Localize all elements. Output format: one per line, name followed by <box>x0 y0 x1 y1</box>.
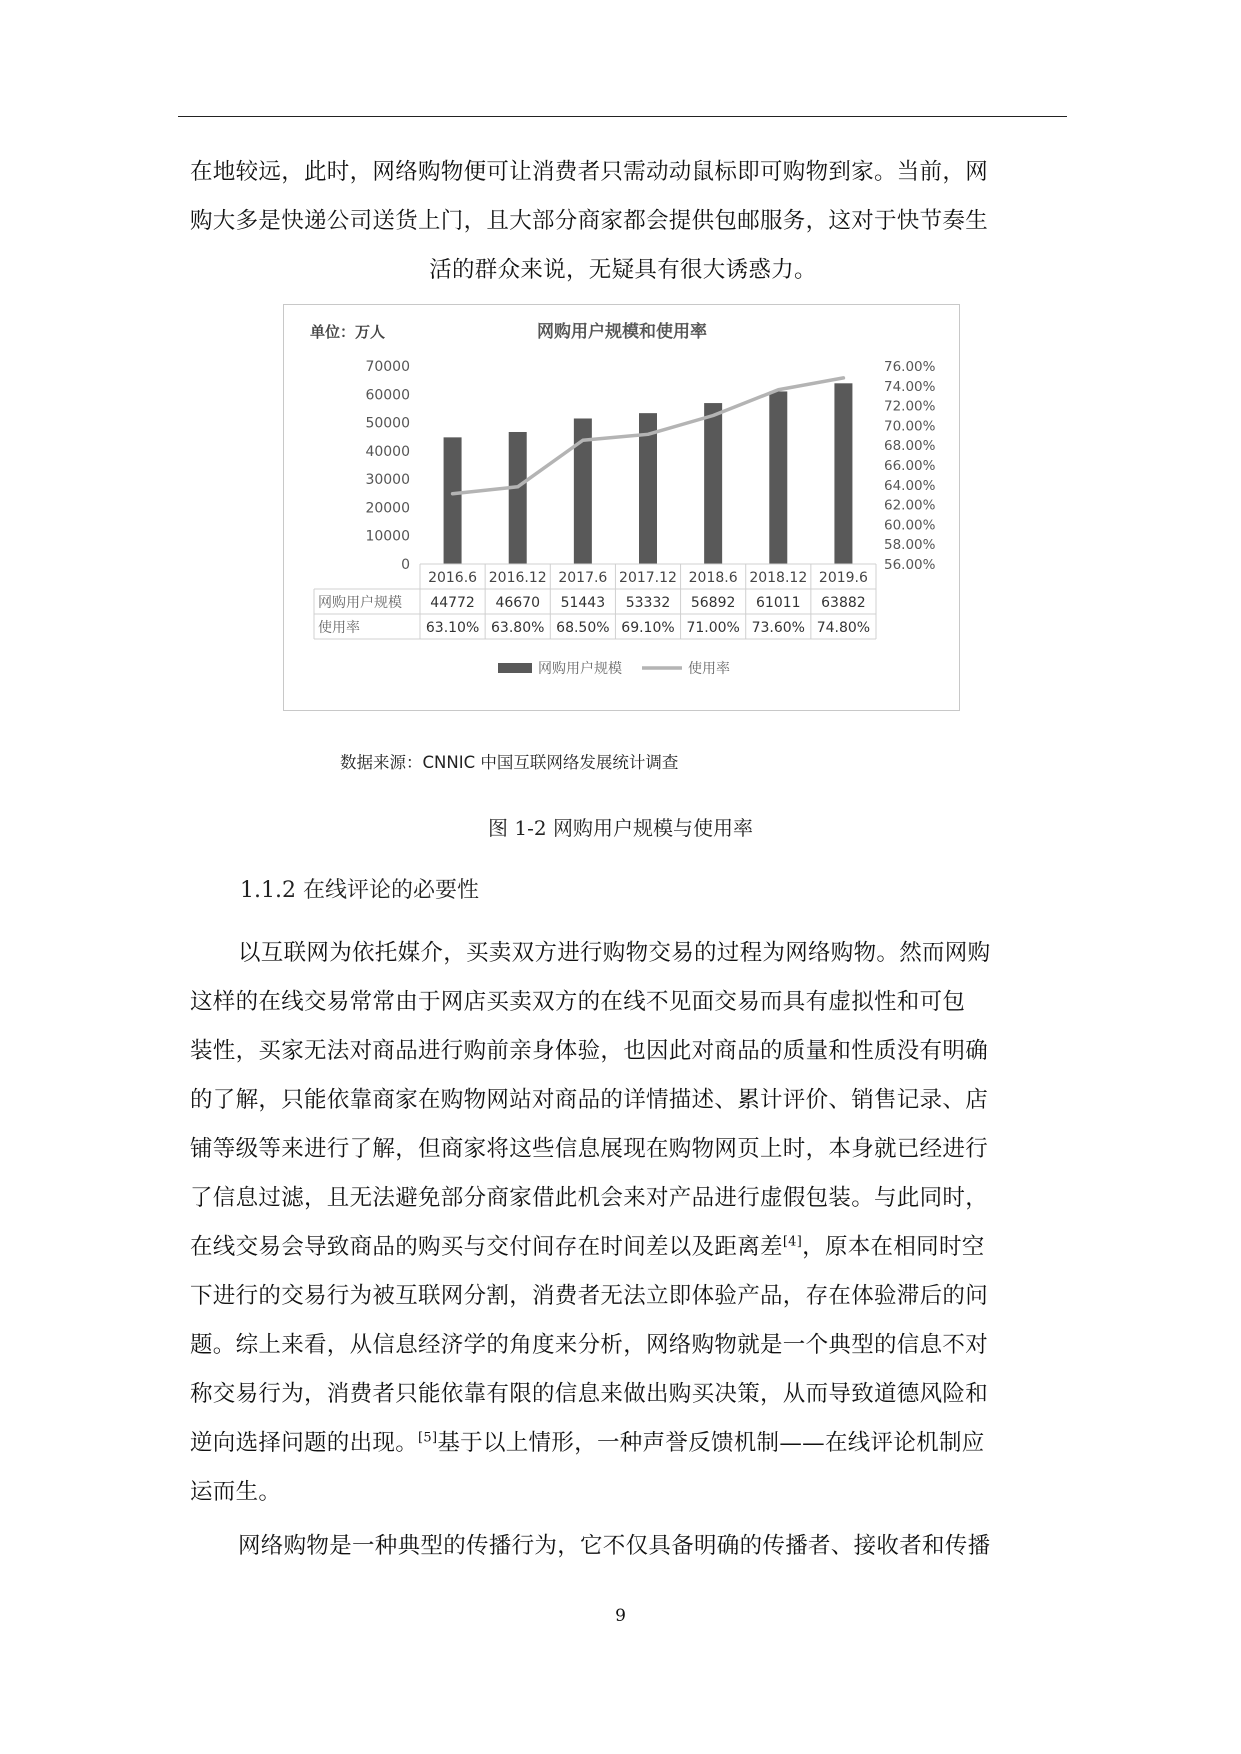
text-segment: ，原本在相同时空 <box>802 1234 985 1260</box>
table-value: 51443 <box>560 595 606 611</box>
table-value: 73.60% <box>751 620 805 636</box>
left-axis-tick-label: 0 <box>401 557 410 573</box>
figure-caption: 图 1-2 网购用户规模与使用率 <box>488 816 753 840</box>
text-line: 在地较远，此时，网络购物便可让消费者只需动动鼠标即可购物到家。当前，网 <box>190 159 989 185</box>
bar <box>834 383 852 564</box>
left-axis-tick-label: 60000 <box>365 387 410 404</box>
category-label: 2016.6 <box>428 570 478 586</box>
citation-ref: [4] <box>782 1234 803 1250</box>
text-line: 网络购物是一种典型的传播行为，它不仅具备明确的传播者、接收者和传播 <box>238 1533 991 1559</box>
citation-ref: [5] <box>418 1430 438 1446</box>
top-paragraph <box>190 148 1056 295</box>
left-axis-tick-label: 20000 <box>365 500 410 517</box>
bar <box>704 403 722 564</box>
category-label: 2017.12 <box>619 570 677 586</box>
text-line: 装性，买家无法对商品进行购前亲身体验，也因此对商品的质量和性质没有明确 <box>190 1038 989 1064</box>
text-segment: 逆向选择问题的出现。 <box>190 1430 419 1456</box>
text-line <box>190 1223 1056 1272</box>
table-row-label: 网购用户规模 <box>318 595 402 611</box>
text-line: 活的群众来说，无疑具有很大诱惑力。 <box>429 257 817 283</box>
text-line: 了信息过滤，且无法避免部分商家借此机会来对产品进行虚假包装。与此同时， <box>190 1185 989 1211</box>
chart-unit-label: 单位：万人 <box>310 323 386 341</box>
section-heading: 1.1.2 在线评论的必要性 <box>240 878 479 903</box>
category-label: 2017.6 <box>558 570 608 586</box>
text-segment: 基于以上情形，一种声誉反馈机制——在线评论机制应 <box>437 1430 985 1456</box>
right-axis-tick-label: 72.00% <box>884 398 936 415</box>
legend-label: 网购用户规模 <box>538 661 622 677</box>
text-line: 运而生。 <box>190 1479 282 1505</box>
chart-title: 网购用户规模和使用率 <box>537 322 707 342</box>
right-axis-tick-label: 66.00% <box>884 458 936 474</box>
table-value: 68.50% <box>556 620 610 636</box>
right-axis-tick-label: 74.00% <box>884 378 936 395</box>
bar <box>769 391 787 564</box>
source-note: 数据来源：CNNIC 中国互联网络发展统计调查 <box>340 753 679 772</box>
category-label: 2016.12 <box>488 570 547 586</box>
text-line <box>190 1419 1056 1468</box>
page-number: 9 <box>615 1606 626 1626</box>
table-value: 74.80% <box>816 620 871 636</box>
body-paragraph <box>190 929 1056 1517</box>
right-axis-tick-label: 56.00% <box>884 557 936 573</box>
category-label: 2018.12 <box>749 570 808 586</box>
right-axis-tick-label: 68.00% <box>884 438 936 455</box>
bar <box>509 432 527 564</box>
text-line: 以互联网为依托媒介，买卖双方进行购物交易的过程为网络购物。然而网购 <box>238 940 991 966</box>
legend-key-bars <box>498 663 532 673</box>
table-value: 63882 <box>821 595 866 611</box>
table-value: 69.10% <box>621 620 675 636</box>
left-axis-tick-label: 50000 <box>365 415 410 432</box>
right-axis-tick-label: 64.00% <box>884 477 936 494</box>
bar <box>444 437 462 564</box>
text-line: 的了解，只能依靠商家在购物网站对商品的详情描述、累计评价、销售记录、店 <box>190 1087 989 1113</box>
text-line: 购大多是快递公司送货上门，且大部分商家都会提供包邮服务，这对于快节奏生 <box>190 208 989 234</box>
legend-label: 使用率 <box>688 661 730 677</box>
right-axis-tick-label: 58.00% <box>884 537 936 554</box>
left-axis-tick-label: 40000 <box>365 443 410 460</box>
left-axis-tick-label: 30000 <box>365 472 410 489</box>
right-axis-tick-label: 60.00% <box>884 517 936 534</box>
table-row-label: 使用率 <box>318 620 360 636</box>
text-line: 下进行的交易行为被互联网分割，消费者无法立即体验产品，存在体验滞后的问 <box>190 1283 989 1309</box>
table-value: 63.80% <box>491 620 545 636</box>
left-axis-tick-label: 70000 <box>365 359 410 375</box>
right-axis-tick-label: 62.00% <box>884 497 936 514</box>
table-value: 63.10% <box>425 620 480 636</box>
table-value: 44772 <box>430 595 475 611</box>
text-line: 称交易行为，消费者只能依靠有限的信息来做出购买决策，从而导致道德风险和 <box>190 1381 989 1407</box>
left-axis-tick-label: 10000 <box>365 528 410 545</box>
table-value: 53332 <box>625 595 671 611</box>
text-segment: 在线交易会导致商品的购买与交付间存在时间差以及距离差 <box>190 1234 783 1260</box>
right-axis-tick-label: 76.00% <box>884 359 936 375</box>
text-line: 铺等级等来进行了解，但商家将这些信息展现在购物网页上时，本身就已经进行 <box>190 1136 989 1162</box>
text-line: 这样的在线交易常常由于网店买卖双方的在线不见面交易而具有虚拟性和可包 <box>190 989 966 1015</box>
chart-container <box>283 304 960 711</box>
last-paragraph <box>190 1522 1056 1571</box>
table-value: 46670 <box>495 595 540 611</box>
table-value: 61011 <box>756 595 801 611</box>
table-value: 71.00% <box>686 620 740 636</box>
right-axis-tick-label: 70.00% <box>884 418 936 435</box>
chart <box>284 305 959 710</box>
category-label: 2018.6 <box>688 570 738 586</box>
header-rule <box>178 116 1067 117</box>
table-value: 56892 <box>690 595 736 611</box>
text-line: 题。综上来看，从信息经济学的角度来分析，网络购物就是一个典型的信息不对 <box>190 1332 989 1358</box>
category-label: 2019.6 <box>818 570 868 586</box>
